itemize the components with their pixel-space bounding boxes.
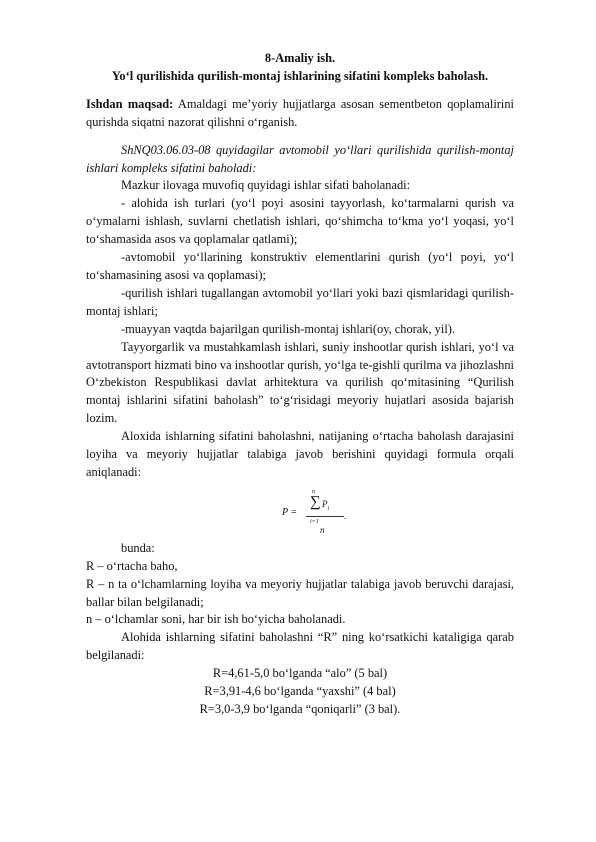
- fraction-line: [306, 516, 344, 517]
- paragraph: Mazkur ilovaga muvofiq quyidagi ishlar sifati baholanadi:: [121, 178, 411, 193]
- page-subtitle: Yo‘l qurilishida qurilish-montaj ishlarining sifatini kompleks baholash.: [111, 68, 489, 83]
- formula-period: .: [344, 510, 347, 521]
- goal-text: Amaldagi me’yoriy hujjatlarga asosan sementbeton qoplamalirini qurishda siqatni nazorat qilishni o‘rganish.: [86, 96, 514, 129]
- page-title: 8-Amaliy ish.: [264, 51, 336, 65]
- bunda-label: bunda:: [121, 540, 155, 555]
- closing-paragraph: Alohida ishlarning sifatini baholashni “R” ning ko‘rsatkichi kataligiga qarab belgilanadi:: [86, 630, 514, 663]
- paragraph: -muayyan vaqtda bajarilgan qurilish-montaj ishlari(oy, chorak, yil).: [121, 321, 455, 336]
- sum-symbol: ∑: [310, 493, 321, 510]
- paragraph: -qurilish ishlari tugallangan avtomobil yo‘llari yoki bazi qismlaridagi qurilish-montaj ishlari;: [86, 285, 514, 318]
- paragraph: Tayyorgarlik va mustahkamlash ishlari, suniy inshootlar qurish ishlari, yo‘l va avtotransport hizmati bino va inshootlar qurish, yo‘lga te-gishli qurilma va jihozlashni O‘zbekiston Respublikasi davlat arhitektura va qurilish qo‘mitasining “Qurilish montaj ishlarini sifatini baholash” to‘g‘risidagi meyoriy hujatlari asosida bajarish lozim.: [86, 339, 514, 426]
- grade-line: R=4,61-5,0 bo‘lganda “alo” (5 bal): [212, 666, 388, 681]
- sum-lower-limit: i=1: [310, 518, 319, 525]
- definition: R – n ta o‘lchamlarning loyiha va meyoriy hujjatlar talabiga javob beruvchi darajasi, ballar bilan belgilanadi;: [86, 576, 514, 609]
- document-page: [86, 50, 514, 719]
- definition: n – o‘lchamlar soni, har bir ish bo‘yicha baholanadi.: [86, 612, 346, 627]
- definition: R – o‘rtacha baho,: [86, 558, 178, 573]
- sum-upper-limit: n: [312, 488, 315, 495]
- standard-paragraph: ShNQ03.06.03-08 quyidagilar avtomobil yo‘llari qurilishida qurilish-montaj ishlari kompleks sifatini baholadi:: [86, 142, 514, 175]
- paragraph: Aloxida ishlarning sifatini baholashni, natijaning o‘rtacha baholash darajasini loyiha va meyoriy hujjatlar talabiga javob berishini quyidagi formula orqali aniqlanadi:: [86, 429, 514, 479]
- sum-term: $P_i$: [322, 498, 330, 512]
- average-formula: [86, 486, 514, 538]
- spacer: [86, 132, 514, 142]
- formula-denominator: n: [320, 524, 325, 535]
- grade-line: R=3,91-4,6 bo‘lganda “yaxshi” (4 bal): [204, 684, 396, 699]
- paragraph: -avtomobil yo‘llarining konstruktiv elementlarini qurish (yo‘l poyi, yo‘l to‘shamasining asosi va qoplamasi);: [86, 250, 514, 282]
- grade-line: R=3,0-3,9 bo‘lganda “qoniqarli” (3 bal).: [199, 702, 401, 716]
- paragraph: - alohida ish turlari (yo‘l poyi asosini tayyorlash, ko‘tarmalarni qurish va o‘ymalarni ishlash, suvlarni chetlatish ishlari, qo‘shimcha to‘kma yo‘l yoqasi, yo‘l to‘shamasida asos va qoplamalar qatlami);: [86, 196, 514, 247]
- goal-label: Ishdan maqsad:: [86, 96, 174, 111]
- spacer: [86, 86, 514, 96]
- formula-lhs: P =: [282, 506, 298, 518]
- goal-paragraph: [86, 96, 514, 132]
